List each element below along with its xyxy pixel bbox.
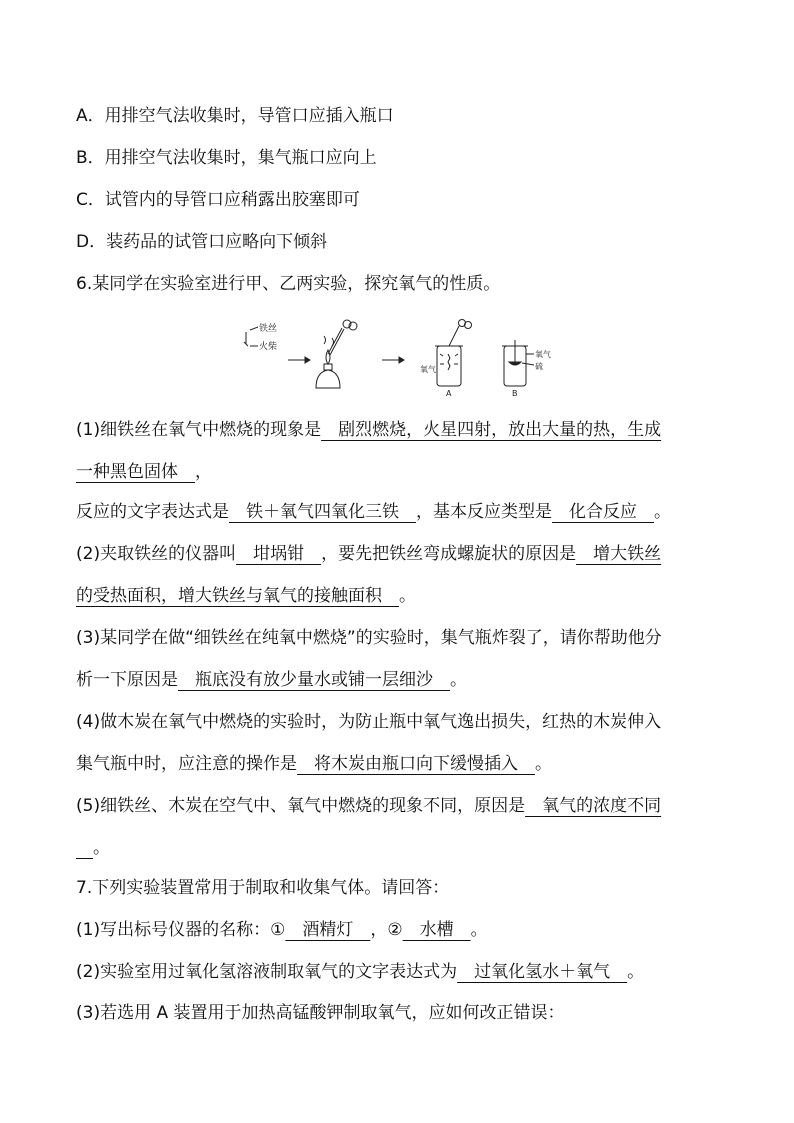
q6-p1-text1: (1)细铁丝在氧气中燃烧的现象是	[76, 420, 322, 440]
option-c: C．试管内的导管口应稍露出胶塞即可	[76, 190, 360, 210]
q7-part1	[76, 918, 488, 942]
q6-p2-answer1: 坩埚钳	[236, 544, 322, 564]
q6-p2-answer2a: 增大铁丝	[576, 544, 662, 564]
q6-p3-answer: 瓶底没有放少量水或铺一层细沙	[178, 670, 450, 690]
q7-p2-end: 。	[627, 962, 645, 982]
question-6-stem: 6.某同学在实验室进行甲、乙两实验，探究氧气的性质。	[76, 274, 501, 294]
q6-part5-line1	[76, 794, 661, 818]
q7-p1-end: 。	[470, 920, 488, 940]
q6-p1-end: 。	[654, 502, 671, 522]
q7-p1-text1: (1)写出标号仪器的名称：①	[76, 920, 286, 940]
option-d: D．装药品的试管口应略向下倾斜	[76, 232, 328, 252]
label-a: A	[446, 389, 452, 398]
q6-p1-answer2: 铁＋氧气四氧化三铁	[229, 502, 416, 522]
option-b: B．用排空气法收集时，集气瓶口应向上	[76, 148, 377, 168]
q7-p1-answer2: 水槽	[402, 920, 471, 940]
q6-p2-text1: (2)夹取铁丝的仪器叫	[76, 544, 237, 564]
q7-p1-answer1: 酒精灯	[285, 920, 371, 940]
q6-p5-text1: (5)细铁丝、木炭在空气中、氧气中燃烧的现象不同，原因是	[76, 796, 526, 816]
alcohol-lamp-drawing	[316, 320, 357, 388]
q6-p1-answer1b: 一种黑色固体	[76, 462, 195, 482]
q6-p2-answer2b: 的受热面积，增大铁丝与氧气的接触面积	[76, 586, 399, 606]
q6-p1-answer1a: 剧烈燃烧，火星四射，放出大量的热，生成	[321, 420, 662, 440]
q6-part3-line1: (3)某同学在做“细铁丝在纯氧中燃烧”的实验时，集气瓶炸裂了，请你帮助他分	[76, 628, 662, 648]
arrow-2-icon	[382, 357, 404, 363]
q6-p1-text1b: ，	[195, 462, 212, 482]
gas-jar-b-drawing	[502, 340, 534, 386]
question-7-stem: 7.下列实验装置常用于制取和收集气体。请回答：	[76, 878, 450, 898]
q7-p2-answer: 过氧化氢水＋氧气	[457, 962, 628, 982]
option-a: A．用排空气法收集时，导管口应插入瓶口	[76, 106, 394, 126]
label-b: B	[512, 389, 518, 398]
q6-part5-line2	[76, 836, 110, 860]
q6-p1-text3: ，基本反应类型是	[416, 502, 552, 522]
q6-p3-text2: 析一下原因是	[76, 670, 178, 690]
q6-part1-line2	[76, 460, 212, 484]
q6-p4-answer: 将木炭由瓶口向下缓慢插入	[297, 754, 535, 774]
label-oxygen-b: 氧气	[535, 350, 551, 359]
experiment-figure	[232, 316, 562, 398]
q6-part1-line3	[76, 500, 671, 524]
q6-p5-answer-b	[76, 838, 93, 858]
q6-p4-end: 。	[535, 754, 552, 774]
q7-part2	[76, 960, 644, 984]
gas-jar-a-drawing	[435, 320, 472, 387]
label-tiesi: 铁丝	[259, 324, 278, 334]
iron-wire-match-drawing	[244, 327, 258, 346]
q6-part3-line2	[76, 668, 467, 692]
q6-part4-line1: (4)做木炭在氧气中燃烧的实验时，为防止瓶中氧气逸出损失，红热的木炭伸入	[76, 712, 662, 732]
q6-p2-text2: ，要先把铁丝弯成螺旋状的原因是	[321, 544, 577, 564]
q7-part3: (3)若选用 A 装置用于加热高锰酸钾制取氧气，应如何改正错误：	[76, 1003, 565, 1023]
q6-part2-line1	[76, 542, 661, 566]
label-oxygen-a: 氧气	[420, 365, 436, 374]
q6-part4-line2	[76, 752, 552, 776]
q6-p2-end: 。	[399, 586, 416, 606]
label-sulfur: 硫	[535, 362, 543, 371]
q6-part1-line1	[76, 418, 661, 442]
q7-p2-text1: (2)实验室用过氧化氢溶液制取氧气的文字表达式为	[76, 962, 458, 982]
q7-p1-text2: ，②	[370, 920, 403, 940]
q6-p1-answer3: 化合反应	[552, 502, 654, 522]
q6-p1-text2: 反应的文字表达式是	[76, 502, 229, 522]
q6-p5-answer-a: 氧气的浓度不同	[525, 796, 662, 816]
q6-part2-line2	[76, 584, 416, 608]
label-huochai: 火柴	[259, 342, 278, 352]
q6-p5-end: 。	[93, 838, 110, 858]
arrow-1-icon	[288, 357, 310, 363]
q6-p3-end: 。	[450, 670, 467, 690]
q6-p4-text2: 集气瓶中时，应注意的操作是	[76, 754, 297, 774]
